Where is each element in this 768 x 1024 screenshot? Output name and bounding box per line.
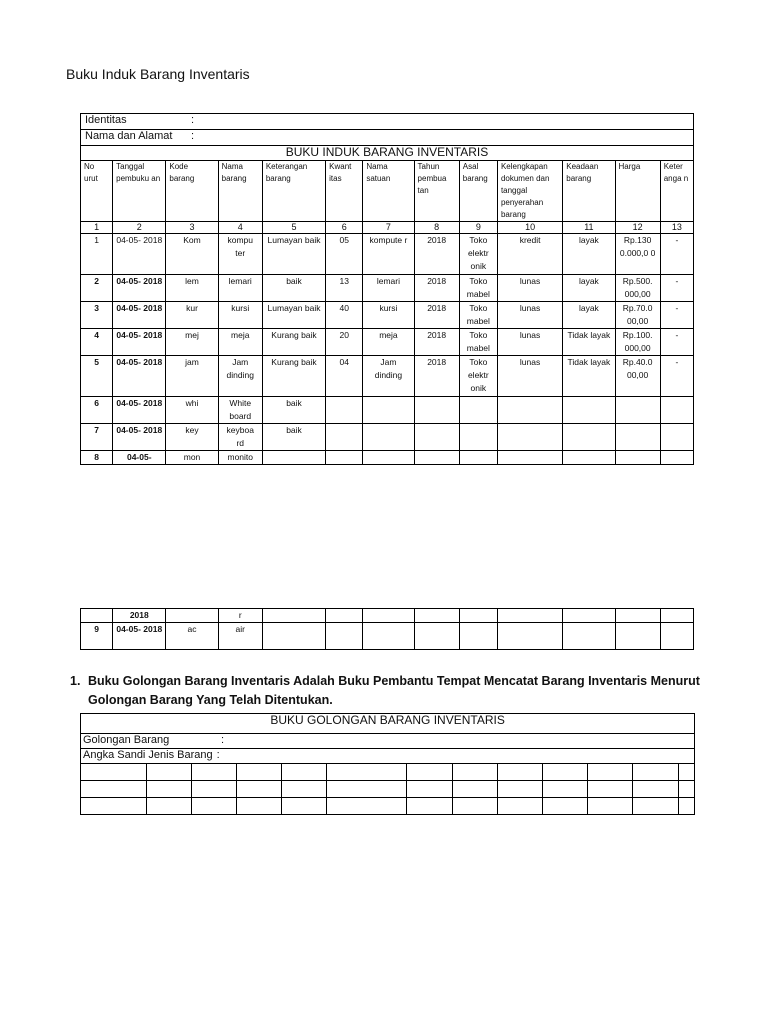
blank-cell (543, 764, 588, 781)
angka-sandi-colon: : (216, 749, 220, 761)
column-header: Tahun pembua tan (414, 161, 459, 222)
column-number: 11 (563, 222, 615, 234)
table-cell: lemari (363, 275, 414, 302)
identitas-row (81, 114, 694, 130)
table-cell (166, 609, 218, 623)
blank-cell (407, 781, 453, 798)
note-text: Buku Golongan Barang Inventaris Adalah Buku Pembantu Tempat Mencatat Barang Inventaris Menurut Golongan Barang Yang Telah Ditentukan. (88, 674, 700, 707)
column-number: 2 (113, 222, 166, 234)
column-number: 7 (363, 222, 414, 234)
table-cell: - (660, 275, 693, 302)
table-cell: 2018 (414, 329, 459, 356)
table-cell: Toko mabel (459, 302, 497, 329)
blank-cell (282, 781, 327, 798)
blank-cell (633, 798, 679, 815)
blank-cell (147, 764, 192, 781)
table-cell (615, 609, 660, 623)
page-title: Buku Induk Barang Inventaris (66, 66, 250, 82)
table-cell: kursi (218, 302, 262, 329)
table-cell: ac (166, 623, 218, 650)
table-row (81, 397, 694, 424)
table-cell (497, 609, 562, 623)
buku-golongan-table (80, 713, 695, 815)
blank-cell (543, 798, 588, 815)
golongan-note (70, 672, 710, 710)
table-cell: Rp.70.0 00,00 (615, 302, 660, 329)
table-cell (326, 424, 363, 451)
blank-cell (81, 798, 147, 815)
table-cell: kompute r (363, 234, 414, 275)
table-cell: 05 (326, 234, 363, 275)
blank-cell (679, 781, 695, 798)
table-row (81, 302, 694, 329)
table-cell (497, 623, 562, 650)
blank-cell (453, 798, 498, 815)
column-number: 6 (326, 222, 363, 234)
table-cell (660, 397, 693, 424)
table-cell (660, 424, 693, 451)
column-header: Keadaan barang (563, 161, 615, 222)
table-row (81, 234, 694, 275)
blank-cell (282, 764, 327, 781)
table-cell: 2018 (414, 356, 459, 397)
table-cell (363, 623, 414, 650)
table-cell: baik (262, 397, 325, 424)
blank-cell (498, 798, 543, 815)
table-cell: layak (563, 275, 615, 302)
table-cell: Tidak layak (563, 329, 615, 356)
column-number: 3 (166, 222, 218, 234)
table-cell (414, 424, 459, 451)
table-cell (660, 623, 693, 650)
table-cell: kursi (363, 302, 414, 329)
column-number: 5 (262, 222, 325, 234)
table-cell: keyboa rd (218, 424, 262, 451)
table-cell: baik (262, 275, 325, 302)
table-cell: 2018 (414, 234, 459, 275)
table-cell (497, 424, 562, 451)
blank-cell (588, 764, 633, 781)
golongan-table-title: BUKU GOLONGAN BARANG INVENTARIS (81, 714, 695, 734)
table-cell: 6 (81, 397, 113, 424)
table-cell: 20 (326, 329, 363, 356)
table-cell: 04-05- 2018 (113, 302, 166, 329)
table-cell: 4 (81, 329, 113, 356)
table-cell: mej (166, 329, 218, 356)
blank-cell (633, 764, 679, 781)
table-row (81, 329, 694, 356)
table-cell: Toko mabel (459, 275, 497, 302)
blank-cell (327, 798, 407, 815)
table-cell (459, 451, 497, 465)
table-cell (326, 623, 363, 650)
table-cell: air (218, 623, 262, 650)
table-row (81, 356, 694, 397)
table-cell (363, 397, 414, 424)
table-cell (563, 609, 615, 623)
blank-cell (327, 764, 407, 781)
table-cell: 1 (81, 234, 113, 275)
table-cell (326, 609, 363, 623)
table-cell: Kurang baik (262, 329, 325, 356)
blank-cell (192, 798, 237, 815)
table-cell (363, 424, 414, 451)
angka-sandi-row (81, 749, 695, 764)
table-cell: 04-05- 2018 (113, 397, 166, 424)
column-number: 10 (497, 222, 562, 234)
column-header: Keterangan barang (262, 161, 325, 222)
blank-cell (498, 764, 543, 781)
table-cell: lunas (497, 275, 562, 302)
table-cell (262, 623, 325, 650)
table-cell: lemari (218, 275, 262, 302)
table-cell: Toko elektr onik (459, 356, 497, 397)
column-header: Keter anga n (660, 161, 693, 222)
table-cell: Jam dinding (363, 356, 414, 397)
blank-cell (147, 798, 192, 815)
blank-cell (81, 764, 147, 781)
column-header: Asal barang (459, 161, 497, 222)
table-cell: layak (563, 234, 615, 275)
golongan-colon: : (221, 734, 225, 746)
table-cell: kur (166, 302, 218, 329)
table-cell: lunas (497, 356, 562, 397)
table-cell (262, 609, 325, 623)
table-cell: Toko elektr onik (459, 234, 497, 275)
golongan-label: Golongan Barang (83, 734, 170, 746)
table-cell: lunas (497, 302, 562, 329)
table-cell: - (660, 329, 693, 356)
table-cell: 2018 (113, 609, 166, 623)
table-cell: kredit (497, 234, 562, 275)
blank-cell (237, 798, 282, 815)
table-cell: 3 (81, 302, 113, 329)
column-header: Harga (615, 161, 660, 222)
table-cell: Kurang baik (262, 356, 325, 397)
column-number: 12 (615, 222, 660, 234)
column-header: Kode barang (166, 161, 218, 222)
table-cell (81, 609, 113, 623)
blank-cell (327, 781, 407, 798)
table-row (81, 451, 694, 465)
table-cell (459, 609, 497, 623)
table-cell: - (660, 234, 693, 275)
table-cell: Lumayan baik (262, 302, 325, 329)
table-cell: 8 (81, 451, 113, 465)
table-cell: monito (218, 451, 262, 465)
table-cell: Kom (166, 234, 218, 275)
table-cell: meja (218, 329, 262, 356)
table-row (81, 424, 694, 451)
table-cell: 04 (326, 356, 363, 397)
blank-cell (498, 781, 543, 798)
blank-cell (237, 764, 282, 781)
table-cell: lem (166, 275, 218, 302)
blank-cell (282, 798, 327, 815)
table-cell: 04-05- (113, 451, 166, 465)
table-cell: White board (218, 397, 262, 424)
table-cell: kompu ter (218, 234, 262, 275)
blank-cell (588, 781, 633, 798)
table-cell (615, 451, 660, 465)
table-cell: 04-05- 2018 (113, 275, 166, 302)
table-cell: Tidak layak (563, 356, 615, 397)
table-cell (660, 451, 693, 465)
table-cell: 2018 (414, 302, 459, 329)
table-cell: Rp.130 0.000,0 0 (615, 234, 660, 275)
table-cell (497, 397, 562, 424)
table-cell (326, 397, 363, 424)
table-cell (363, 451, 414, 465)
blank-cell (588, 798, 633, 815)
table-cell (615, 424, 660, 451)
table-cell: 04-05- 2018 (113, 329, 166, 356)
table-row (81, 275, 694, 302)
table-cell: 7 (81, 424, 113, 451)
buku-induk-table-continued (80, 608, 694, 650)
golongan-row (81, 734, 695, 749)
table-cell: meja (363, 329, 414, 356)
blank-cell (407, 798, 453, 815)
column-header: Nama barang (218, 161, 262, 222)
column-header: Kwant itas (326, 161, 363, 222)
angka-sandi-label: Angka Sandi Jenis Barang (83, 749, 213, 761)
nama-alamat-label: Nama dan Alamat (85, 130, 173, 142)
table-cell: mon (166, 451, 218, 465)
table-cell (497, 451, 562, 465)
table-cell: 40 (326, 302, 363, 329)
table-cell: Lumayan baik (262, 234, 325, 275)
table-cell: Rp.100. 000,00 (615, 329, 660, 356)
buku-induk-table (80, 113, 694, 465)
table-cell: 04-05- 2018 (113, 623, 166, 650)
table-cell: Toko mabel (459, 329, 497, 356)
table-cell: lunas (497, 329, 562, 356)
table-cell: layak (563, 302, 615, 329)
identitas-label: Identitas (85, 114, 127, 126)
column-header: No urut (81, 161, 113, 222)
column-header: Nama satuan (363, 161, 414, 222)
table-cell (414, 451, 459, 465)
table-row (81, 609, 694, 623)
table-cell: 5 (81, 356, 113, 397)
blank-cell (237, 781, 282, 798)
table-cell: - (660, 356, 693, 397)
table-cell: Jam dinding (218, 356, 262, 397)
table-cell: whi (166, 397, 218, 424)
blank-cell (679, 798, 695, 815)
blank-cell (81, 781, 147, 798)
note-number: 1. (70, 674, 81, 688)
table-cell: Rp.40.0 00,00 (615, 356, 660, 397)
table-cell: Rp.500. 000,00 (615, 275, 660, 302)
table-cell (459, 397, 497, 424)
column-number: 8 (414, 222, 459, 234)
blank-cell (453, 764, 498, 781)
blank-cell (679, 764, 695, 781)
table-title: BUKU INDUK BARANG INVENTARIS (81, 146, 694, 161)
table-cell (563, 451, 615, 465)
table-cell (563, 623, 615, 650)
table-row (81, 623, 694, 650)
blank-cell (407, 764, 453, 781)
table-cell (414, 623, 459, 650)
table-cell: 04-05- 2018 (113, 356, 166, 397)
table-cell (414, 609, 459, 623)
column-number: 13 (660, 222, 693, 234)
column-number: 9 (459, 222, 497, 234)
table-cell (262, 451, 325, 465)
table-cell (563, 397, 615, 424)
table-cell: key (166, 424, 218, 451)
table-cell (459, 424, 497, 451)
table-cell (363, 609, 414, 623)
blank-cell (147, 781, 192, 798)
table-cell: 9 (81, 623, 113, 650)
blank-cell (453, 781, 498, 798)
table-cell: 2018 (414, 275, 459, 302)
table-cell (660, 609, 693, 623)
table-cell: 13 (326, 275, 363, 302)
table-cell: jam (166, 356, 218, 397)
table-cell: baik (262, 424, 325, 451)
column-number: 4 (218, 222, 262, 234)
column-header: Kelengkapan dokumen dan tanggal penyerahan barang (497, 161, 562, 222)
blank-cell (543, 781, 588, 798)
column-header: Tanggal pembuku an (113, 161, 166, 222)
nama-alamat-row (81, 130, 694, 146)
blank-row (81, 764, 695, 781)
table-cell (615, 623, 660, 650)
table-cell (459, 623, 497, 650)
table-cell: 2 (81, 275, 113, 302)
table-cell: 04-05- 2018 (113, 424, 166, 451)
blank-cell (192, 781, 237, 798)
column-number: 1 (81, 222, 113, 234)
table-cell (563, 424, 615, 451)
blank-row (81, 781, 695, 798)
table-cell: r (218, 609, 262, 623)
table-cell: - (660, 302, 693, 329)
table-cell (414, 397, 459, 424)
blank-row (81, 798, 695, 815)
blank-cell (633, 781, 679, 798)
table-cell (326, 451, 363, 465)
nama-alamat-colon: : (191, 130, 195, 142)
table-cell (615, 397, 660, 424)
table-cell: 04-05- 2018 (113, 234, 166, 275)
blank-cell (192, 764, 237, 781)
identitas-colon: : (191, 114, 195, 126)
